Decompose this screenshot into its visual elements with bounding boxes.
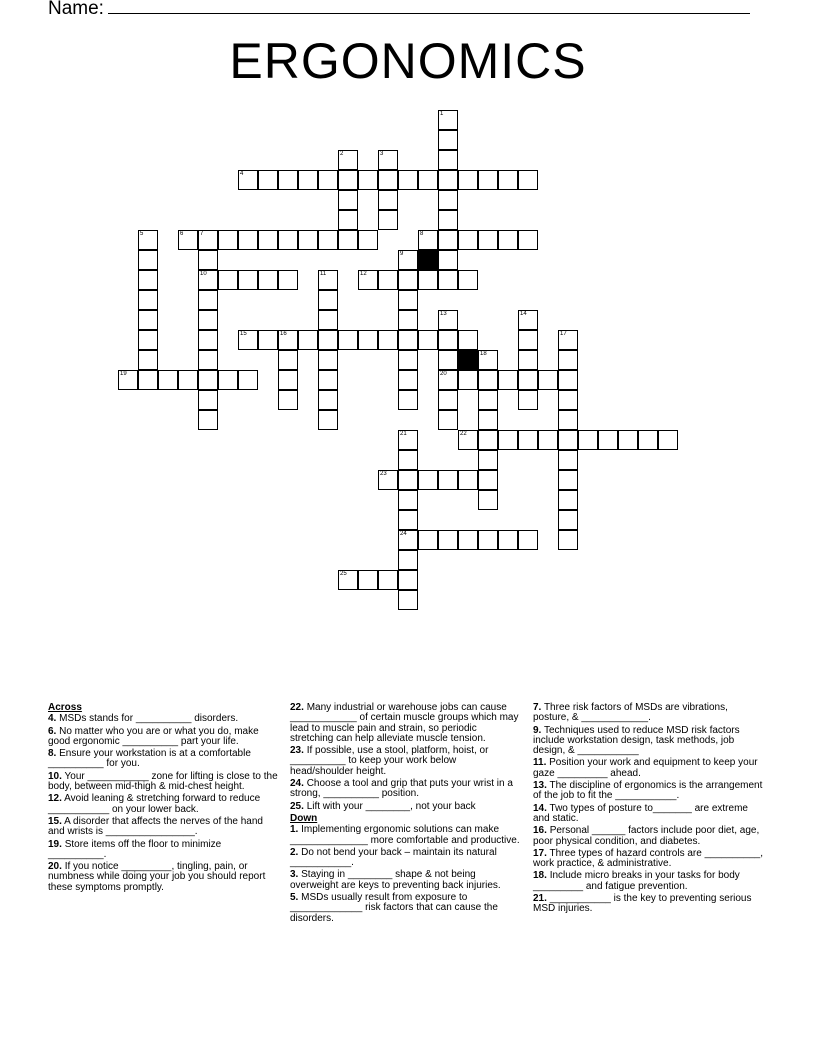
clue-number: 20. <box>48 861 62 873</box>
clue-item <box>533 703 765 724</box>
crossword-cell[interactable] <box>498 230 518 250</box>
crossword-cell[interactable] <box>518 390 538 410</box>
crossword-cell[interactable] <box>398 430 418 450</box>
crossword-cell[interactable] <box>278 390 298 410</box>
clue-text: Techniques used to reduce MSD risk factors include workstation design, task methods, job design, & ___________ <box>533 724 740 757</box>
clue-text: Two types of posture to_______ are extreme and static. <box>533 802 748 824</box>
clue-item <box>48 840 280 861</box>
crossword-cell[interactable] <box>438 310 458 330</box>
crossword-cell[interactable] <box>198 290 218 310</box>
crossword-cell[interactable] <box>438 110 458 130</box>
crossword-cell[interactable] <box>398 450 418 470</box>
crossword-cell[interactable] <box>398 530 418 550</box>
crossword-cell[interactable] <box>518 530 538 550</box>
clue-number-label: 13 <box>440 311 447 317</box>
crossword-cell[interactable] <box>138 310 158 330</box>
clue-text: MSDs stands for __________ disorders. <box>59 713 239 725</box>
clue-text: Avoid leaning & stretching forward to reduce ___________ on your lower back. <box>48 793 261 815</box>
crossword-cell[interactable] <box>498 530 518 550</box>
crossword-cell[interactable] <box>258 230 278 250</box>
crossword-cell[interactable] <box>258 330 278 350</box>
crossword-cell[interactable] <box>378 570 398 590</box>
crossword-cell[interactable] <box>518 230 538 250</box>
crossword-cell[interactable] <box>398 310 418 330</box>
clue-number-label: 21 <box>400 431 407 437</box>
clue-number: 10. <box>48 770 62 782</box>
clue-number-label: 23 <box>380 471 387 477</box>
clue-item <box>290 870 522 891</box>
crossword-cell[interactable] <box>398 590 418 610</box>
crossword-cell[interactable] <box>318 370 338 390</box>
crossword-cell[interactable] <box>398 470 418 490</box>
crossword-cell[interactable] <box>358 330 378 350</box>
clue-number: 15. <box>48 815 62 827</box>
crossword-cell[interactable] <box>458 270 478 290</box>
crossword-cell[interactable] <box>318 330 338 350</box>
clue-text: Choose a tool and grip that puts your wrist in a strong, __________ position. <box>290 778 513 800</box>
crossword-cell[interactable] <box>318 310 338 330</box>
crossword-cell[interactable] <box>398 550 418 570</box>
clue-number: 16. <box>533 825 547 837</box>
crossword-cell[interactable] <box>478 530 498 550</box>
clue-item <box>290 703 522 744</box>
crossword-cell[interactable] <box>298 170 318 190</box>
crossword-cell[interactable] <box>438 130 458 150</box>
clue-section-heading: Across <box>48 702 82 713</box>
crossword-cell[interactable] <box>558 390 578 410</box>
crossword-cell[interactable] <box>438 370 458 390</box>
crossword-cell[interactable] <box>438 350 458 370</box>
crossword-cell[interactable] <box>398 350 418 370</box>
crossword-cell[interactable] <box>438 190 458 210</box>
crossword-cell[interactable] <box>518 370 538 390</box>
crossword-cell[interactable] <box>278 350 298 370</box>
crossword-cell[interactable] <box>138 270 158 290</box>
crossword-cell[interactable] <box>518 310 538 330</box>
clue-number-label: 8 <box>420 231 424 237</box>
crossword-cell[interactable] <box>178 370 198 390</box>
clue-text: No matter who you are or what you do, make good ergonomic __________ part your life. <box>48 725 259 747</box>
clue-text: Do not bend your back – maintain its natural ___________. <box>290 846 497 869</box>
crossword-cell[interactable] <box>198 350 218 370</box>
clue-number-label: 3 <box>380 151 384 157</box>
clue-text: Many industrial or warehouse jobs can cause ____________ of certain muscle groups which may lead to muscle pain and strain, so periodic stretching can help alleviate muscle tension. <box>290 702 519 744</box>
crossword-cell[interactable] <box>258 270 278 290</box>
crossword-cell[interactable] <box>198 330 218 350</box>
crossword-cell[interactable] <box>458 530 478 550</box>
clue-number: 23. <box>290 745 304 757</box>
crossword-cell[interactable] <box>238 170 258 190</box>
clue-number-label: 20 <box>440 371 447 377</box>
clue-number: 17. <box>533 847 547 859</box>
crossword-cell[interactable] <box>218 370 238 390</box>
crossword-cell[interactable] <box>158 370 178 390</box>
clue-number-label: 1 <box>440 111 444 117</box>
crossword-cell[interactable] <box>498 370 518 390</box>
clue-item <box>48 794 280 815</box>
crossword-cell[interactable] <box>398 330 418 350</box>
crossword-cell[interactable] <box>318 350 338 370</box>
clue-text: MSDs usually result from exposure to _____________ risk factors that can cause the disorders. <box>290 892 498 924</box>
clue-number-label: 22 <box>460 431 467 437</box>
clue-item <box>533 871 765 892</box>
crossword-cell[interactable] <box>378 270 398 290</box>
crossword-cell[interactable] <box>338 210 358 230</box>
clue-number: 1. <box>290 824 299 836</box>
crossword-cell[interactable] <box>438 330 458 350</box>
crossword-cell[interactable] <box>478 370 498 390</box>
clue-item <box>290 802 522 812</box>
crossword-cell[interactable] <box>338 170 358 190</box>
crossword-cell[interactable] <box>478 450 498 470</box>
crossword-cell[interactable] <box>418 170 438 190</box>
clue-item <box>290 779 522 800</box>
clue-text: Ensure your workstation is at a comfortable __________ for you. <box>48 748 251 770</box>
clue-number-label: 12 <box>360 271 367 277</box>
clue-number-label: 6 <box>180 231 184 237</box>
clue-item <box>533 781 765 802</box>
crossword-cell[interactable] <box>418 530 438 550</box>
clue-item <box>533 894 765 915</box>
crossword-cell[interactable] <box>398 370 418 390</box>
crossword-cell[interactable] <box>458 470 478 490</box>
clue-section-heading: Down <box>290 812 318 824</box>
clue-number: 7. <box>533 702 542 713</box>
crossword-cell[interactable] <box>418 270 438 290</box>
crossword-cell[interactable] <box>138 290 158 310</box>
crossword-cell[interactable] <box>478 170 498 190</box>
crossword-cell[interactable] <box>558 490 578 510</box>
crossword-cell[interactable] <box>598 430 618 450</box>
crossword-cell[interactable] <box>378 190 398 210</box>
crossword-cell[interactable] <box>138 230 158 250</box>
crossword-cell[interactable] <box>378 210 398 230</box>
clue-text: Personal ______ factors include poor diet, age, poor physical condition, and diabetes. <box>533 825 760 847</box>
clue-item <box>533 804 765 825</box>
crossword-cell[interactable] <box>298 330 318 350</box>
crossword-cell[interactable] <box>438 250 458 270</box>
crossword-block-cell <box>458 350 478 370</box>
clue-number-label: 11 <box>320 271 327 277</box>
crossword-cell[interactable] <box>518 170 538 190</box>
crossword-cell[interactable] <box>458 330 478 350</box>
crossword-cell[interactable] <box>458 230 478 250</box>
crossword-cell[interactable] <box>478 470 498 490</box>
crossword-cell[interactable] <box>178 230 198 250</box>
crossword-cell[interactable] <box>338 190 358 210</box>
clue-number: 2. <box>290 846 299 858</box>
crossword-cell[interactable] <box>398 390 418 410</box>
clue-text: If possible, use a stool, platform, hoist, or __________ to keep your work below head/shoulder height. <box>290 745 489 777</box>
crossword-cell[interactable] <box>358 270 378 290</box>
crossword-cell[interactable] <box>478 390 498 410</box>
clue-text: Position your work and equipment to keep your gaze _________ ahead. <box>533 757 758 779</box>
crossword-cell[interactable] <box>458 370 478 390</box>
crossword-cell[interactable] <box>538 430 558 450</box>
crossword-cell[interactable] <box>438 210 458 230</box>
crossword-cell[interactable] <box>418 330 438 350</box>
clue-number: 4. <box>48 713 57 725</box>
crossword-cell[interactable] <box>558 330 578 350</box>
clue-number-label: 18 <box>480 351 487 357</box>
clue-item <box>533 826 765 847</box>
clue-number: 12. <box>48 793 62 805</box>
crossword-cell[interactable] <box>478 230 498 250</box>
clue-column-1 <box>48 703 280 895</box>
crossword-cell[interactable] <box>138 250 158 270</box>
crossword-cell[interactable] <box>518 330 538 350</box>
crossword-cell[interactable] <box>538 370 558 390</box>
clue-text: Staying in ________ shape & not being overweight are keys to preventing back injuries. <box>290 869 501 891</box>
crossword-cell[interactable] <box>438 410 458 430</box>
crossword-cell[interactable] <box>518 350 538 370</box>
crossword-cell[interactable] <box>238 370 258 390</box>
crossword-cell[interactable] <box>218 270 238 290</box>
crossword-cell[interactable] <box>218 230 238 250</box>
clue-item <box>290 893 522 924</box>
clue-number: 8. <box>48 748 57 760</box>
clue-text: Your ___________ zone for lifting is close to the body, between mid-thigh & mid-chest height. <box>48 770 278 793</box>
crossword-cell[interactable] <box>118 370 138 390</box>
clue-text: Include micro breaks in your tasks for body _________ and fatigue prevention. <box>533 870 740 892</box>
crossword-cell[interactable] <box>358 570 378 590</box>
clue-number: 3. <box>290 869 299 881</box>
clue-item <box>48 862 280 893</box>
crossword-cell[interactable] <box>438 230 458 250</box>
clue-item <box>48 727 280 748</box>
page-title: ERGONOMICS <box>229 33 587 89</box>
crossword-cell[interactable] <box>398 570 418 590</box>
crossword-cell[interactable] <box>558 350 578 370</box>
crossword-cell[interactable] <box>318 390 338 410</box>
clue-number: 5. <box>290 892 299 904</box>
crossword-cell[interactable] <box>438 150 458 170</box>
crossword-cell[interactable] <box>558 370 578 390</box>
crossword-cell[interactable] <box>378 470 398 490</box>
crossword-cell[interactable] <box>278 270 298 290</box>
crossword-cell[interactable] <box>478 490 498 510</box>
clue-text: ___________ is the key to preventing serious MSD injuries. <box>533 893 752 915</box>
crossword-cell[interactable] <box>198 230 218 250</box>
clue-number-label: 9 <box>400 251 404 257</box>
crossword-cell[interactable] <box>278 230 298 250</box>
clue-item <box>290 825 522 846</box>
crossword-block-cell <box>418 250 438 270</box>
crossword-cell[interactable] <box>198 250 218 270</box>
clue-item <box>48 714 280 724</box>
crossword-cell[interactable] <box>438 470 458 490</box>
crossword-cell[interactable] <box>478 410 498 430</box>
crossword-cell[interactable] <box>558 530 578 550</box>
crossword-cell[interactable] <box>578 430 598 450</box>
crossword-cell[interactable] <box>418 470 438 490</box>
clue-item <box>48 817 280 838</box>
crossword-cell[interactable] <box>398 270 418 290</box>
clue-number-label: 7 <box>200 231 204 237</box>
crossword-cell[interactable] <box>478 430 498 450</box>
clue-number-label: 19 <box>120 371 127 377</box>
crossword-cell[interactable] <box>478 350 498 370</box>
clue-text: If you notice _________, tingling, pain, or numbness while doing your job you should report these symptoms promptly. <box>48 861 266 893</box>
clue-number-label: 17 <box>560 331 567 337</box>
clue-number-label: 2 <box>340 151 344 157</box>
crossword-cell[interactable] <box>318 170 338 190</box>
clue-number: 19. <box>48 838 62 850</box>
clue-number: 14. <box>533 802 547 814</box>
clue-text: Implementing ergonomic solutions can make ______________ more comfortable and productive. <box>290 824 520 846</box>
crossword-cell[interactable] <box>238 230 258 250</box>
clue-number: 21. <box>533 893 547 905</box>
crossword-cell[interactable] <box>398 250 418 270</box>
clue-number-label: 25 <box>340 571 347 577</box>
clue-number-label: 24 <box>400 531 407 537</box>
crossword-cell[interactable] <box>558 510 578 530</box>
crossword-cell[interactable] <box>318 410 338 430</box>
crossword-cell[interactable] <box>498 170 518 190</box>
name-label: Name: <box>48 0 104 19</box>
crossword-cell[interactable] <box>138 370 158 390</box>
crossword-cell[interactable] <box>318 290 338 310</box>
crossword-cell[interactable] <box>398 510 418 530</box>
crossword-cell[interactable] <box>278 170 298 190</box>
clue-item <box>48 772 280 793</box>
crossword-cell[interactable] <box>338 570 358 590</box>
crossword-cell[interactable] <box>238 330 258 350</box>
clue-number-label: 10 <box>200 271 207 277</box>
crossword-cell[interactable] <box>138 350 158 370</box>
crossword-cell[interactable] <box>438 390 458 410</box>
clue-item <box>533 849 765 870</box>
clue-number: 24. <box>290 778 304 790</box>
crossword-cell[interactable] <box>438 170 458 190</box>
crossword-cell[interactable] <box>238 270 258 290</box>
crossword-cell[interactable] <box>138 330 158 350</box>
crossword-cell[interactable] <box>398 490 418 510</box>
crossword-cell[interactable] <box>658 430 678 450</box>
clue-text: Store items off the floor to minimize __________. <box>48 838 222 860</box>
clue-item <box>533 726 765 757</box>
crossword-cell[interactable] <box>278 370 298 390</box>
clue-number: 9. <box>533 724 542 736</box>
clue-column-3 <box>533 703 765 917</box>
crossword-cell[interactable] <box>438 270 458 290</box>
crossword-cell[interactable] <box>198 310 218 330</box>
crossword-cell[interactable] <box>198 270 218 290</box>
crossword-cell[interactable] <box>358 230 378 250</box>
clue-number: 22. <box>290 702 304 713</box>
clue-text: Three risk factors of MSDs are vibrations, posture, & ____________. <box>533 702 728 724</box>
crossword-cell[interactable] <box>398 290 418 310</box>
crossword-cell[interactable] <box>458 430 478 450</box>
clue-number: 13. <box>533 780 547 792</box>
clue-number-label: 5 <box>140 231 144 237</box>
crossword-cell[interactable] <box>618 430 638 450</box>
crossword-cell[interactable] <box>298 230 318 250</box>
crossword-cell[interactable] <box>398 170 418 190</box>
crossword-cell[interactable] <box>258 170 278 190</box>
crossword-cell[interactable] <box>378 170 398 190</box>
clue-item <box>290 848 522 869</box>
clue-number: 18. <box>533 870 547 882</box>
clue-number: 11. <box>533 757 547 769</box>
clue-text: Three types of hazard controls are __________, work practice, & administrative. <box>533 847 763 870</box>
crossword-cell[interactable] <box>518 430 538 450</box>
crossword-cell[interactable] <box>338 330 358 350</box>
clue-number-label: 4 <box>240 171 244 177</box>
crossword-cell[interactable] <box>338 230 358 250</box>
crossword-cell[interactable] <box>198 390 218 410</box>
crossword-cell[interactable] <box>378 330 398 350</box>
crossword-cell[interactable] <box>318 230 338 250</box>
crossword-cell[interactable] <box>558 410 578 430</box>
clue-item <box>290 746 522 777</box>
clue-number-label: 14 <box>520 311 527 317</box>
crossword-cell[interactable] <box>438 530 458 550</box>
clue-text: A disorder that affects the nerves of the hand and wrists is ________________. <box>48 815 263 838</box>
clue-number-label: 15 <box>240 331 247 337</box>
crossword-cell[interactable] <box>338 150 358 170</box>
crossword-cell[interactable] <box>198 370 218 390</box>
clue-item <box>533 758 765 779</box>
crossword-cell[interactable] <box>198 410 218 430</box>
crossword-cell[interactable] <box>378 150 398 170</box>
crossword-cell[interactable] <box>458 170 478 190</box>
crossword-cell[interactable] <box>318 270 338 290</box>
clue-number-label: 16 <box>280 331 287 337</box>
crossword-cell[interactable] <box>278 330 298 350</box>
clue-text: The discipline of ergonomics is the arrangement of the job to fit the ___________. <box>533 780 763 802</box>
clue-number: 6. <box>48 725 57 737</box>
crossword-cell[interactable] <box>558 430 578 450</box>
clue-number: 25. <box>290 800 304 812</box>
crossword-cell[interactable] <box>358 170 378 190</box>
crossword-cell[interactable] <box>498 430 518 450</box>
clue-item <box>48 749 280 770</box>
crossword-cell[interactable] <box>558 470 578 490</box>
clue-column-2 <box>290 703 522 926</box>
crossword-cell[interactable] <box>418 230 438 250</box>
crossword-cell[interactable] <box>558 450 578 470</box>
crossword-cell[interactable] <box>638 430 658 450</box>
clue-text: Lift with your ________, not your back <box>306 800 476 812</box>
